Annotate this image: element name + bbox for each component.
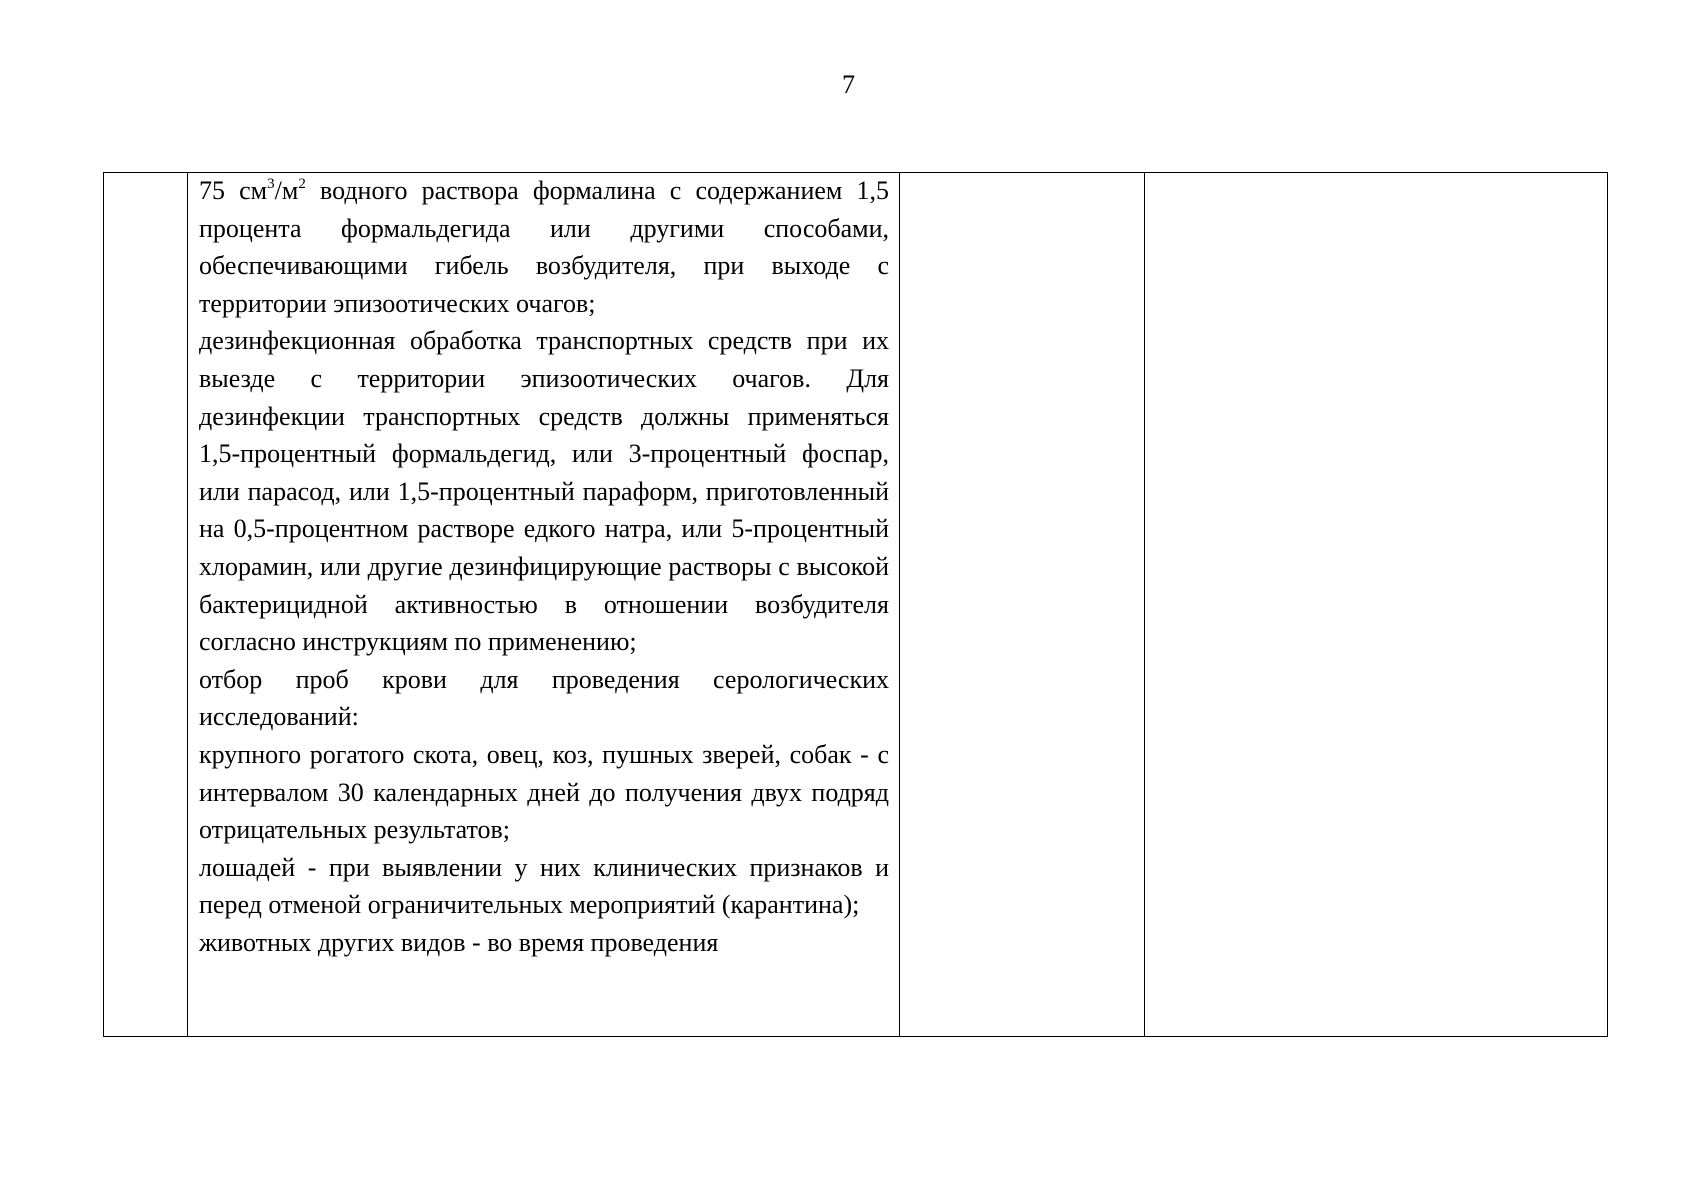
table-row — [104, 173, 1608, 1037]
paragraph-blood-sampling: отбор проб крови для проведения серологических исследований: — [199, 664, 889, 732]
paragraph-formalin — [199, 173, 889, 322]
unit-separator: /м — [274, 176, 299, 205]
formalin-paragraph-text: водного раствора формалина с содержанием 1,5 процента формальдегида или другими способами, обеспечивающими гибель возбудителя, при выходе с территории эпизоотических очагов; — [199, 176, 889, 318]
deadline-cell — [900, 173, 1145, 1037]
page-number: 7 — [842, 70, 855, 99]
paragraph-cattle-interval: крупного рогатого скота, овец, коз, пушных зверей, собак - с интервалом 30 календарных дней до получения двух подряд отрицательных результатов; — [199, 739, 889, 845]
responsible-cell — [1145, 173, 1608, 1037]
row-number-cell — [104, 173, 188, 1037]
unit-superscript-cubic: 3 — [267, 176, 275, 192]
paragraph-other-animals: животных других видов - во время проведения — [199, 927, 719, 957]
measures-text-body — [199, 173, 889, 1036]
measures-text-cell — [188, 173, 900, 1037]
paragraph-vehicle-disinfection: дезинфекционная обработка транспортных средств при их выезде с территории эпизоотических очагов. Для дезинфекции транспортных средств должны применяться 1,5-процентный формальдегид, или 3-процентный фоспар, или парасод, или 1,5-процентный параформ, приготовленный на 0,5-процентном растворе едкого натра, или 5-процентный хлорамин, или другие дезинфицирующие растворы с высокой бактерицидной активностью в отношении возбудителя согласно инструкциям по применению; — [199, 326, 889, 657]
formalin-dose-value: 75 см — [199, 176, 268, 205]
paragraph-horses: лошадей - при выявлении у них клинических признаков и перед отменой ограничительных мероприятий (карантина); — [199, 852, 889, 920]
measures-table — [103, 172, 1608, 1037]
unit-superscript-square: 2 — [298, 176, 306, 192]
